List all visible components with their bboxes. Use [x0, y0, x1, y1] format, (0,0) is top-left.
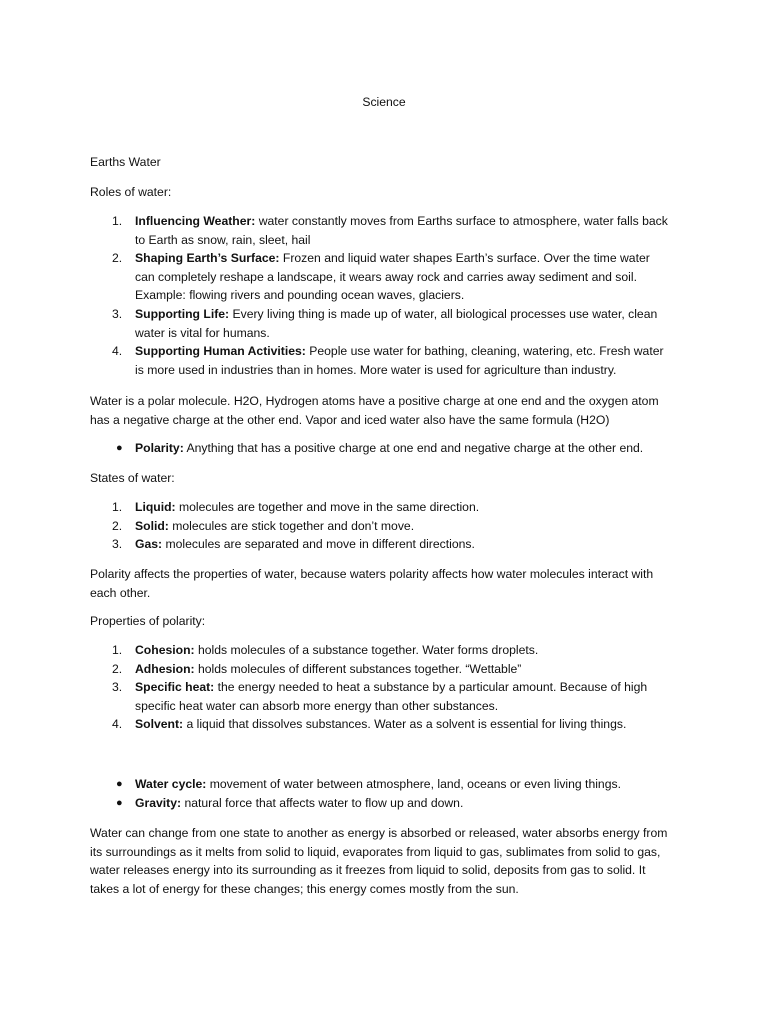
list-number: 2. — [112, 251, 123, 266]
list-item — [90, 212, 670, 249]
list-item — [90, 439, 670, 458]
roles-list — [90, 212, 670, 379]
list-term: Solvent: — [135, 717, 184, 732]
list-item — [90, 342, 670, 379]
list-item — [90, 775, 670, 794]
list-term: Supporting Life: — [135, 306, 230, 321]
list-term: Polarity: — [135, 441, 184, 455]
states-list — [90, 498, 670, 554]
list-text: movement of water between atmosphere, land, oceans or even living things. — [206, 777, 621, 791]
section-title: Earths Water — [90, 155, 161, 169]
list-term: Water cycle: — [135, 777, 207, 791]
list-number: 4. — [112, 717, 123, 732]
list-term: Adhesion: — [135, 661, 195, 676]
list-text: natural force that affects water to flow up and down. — [181, 795, 464, 810]
list-term: Supporting Human Activities: — [135, 344, 306, 359]
list-term: Solid: — [135, 518, 169, 533]
list-number: 2. — [112, 661, 123, 676]
list-text: water constantly moves from Earths surface to atmosphere, water falls back to Earth as snow, rain, sleet, hail — [135, 214, 668, 247]
polarity-bullet-list — [90, 439, 670, 458]
properties-heading: Properties of polarity: — [90, 614, 206, 628]
water-bullet-list — [90, 775, 670, 812]
list-term: Cohesion: — [135, 643, 195, 657]
list-item — [90, 660, 670, 679]
list-text: a liquid that dissolves substances. Water as a solvent is essential for living things. — [183, 717, 627, 732]
list-text: holds molecules of different substances together. “Wettable” — [194, 661, 522, 676]
list-item — [90, 715, 670, 734]
list-number: 3. — [112, 306, 123, 321]
polarity-paragraph: Polarity affects the properties of water, because waters polarity affects how water molecules interact with each other. — [90, 567, 654, 600]
list-number: 1. — [112, 500, 123, 514]
list-term: Gravity: — [135, 795, 182, 810]
list-text: holds molecules of a substance together. Water forms droplets. — [194, 643, 539, 657]
list-item — [90, 678, 670, 715]
list-item — [90, 794, 670, 813]
list-number: 3. — [112, 680, 123, 695]
list-text: the energy needed to heat a substance by a particular amount. Because of high specific heat water can absorb more energy than other substances. — [135, 680, 648, 713]
energy-paragraph: Water can change from one state to another as energy is absorbed or released, water absorbs energy from its surroundings as it melts from solid to liquid, evaporates from liquid to gas, sublimates from solid to gas, water releases energy into its surrounding as it freezes from liquid to solid, deposits from gas to solid. It takes a lot of energy for these changes; this energy comes mostly from the sun. — [90, 826, 668, 896]
list-text: Anything that has a positive charge at one end and negative charge at the other end. — [183, 441, 644, 455]
list-term: Gas: — [135, 537, 163, 552]
bullet-icon: ● — [116, 796, 123, 809]
properties-list — [90, 641, 670, 734]
list-item — [90, 498, 670, 517]
list-item — [90, 249, 670, 305]
list-text: molecules are stick together and don’t move. — [168, 518, 415, 533]
page-title: Science — [362, 95, 406, 109]
list-number: 2. — [112, 518, 123, 533]
polar-molecule-paragraph: Water is a polar molecule. H2O, Hydrogen atoms have a positive charge at one end and the oxygen atom has a negative charge at the other end. Vapor and iced water also have the same formula (H2O) — [90, 394, 659, 427]
states-heading: States of water: — [90, 471, 175, 485]
list-term: Liquid: — [135, 500, 176, 514]
list-item — [90, 305, 670, 342]
roles-heading: Roles of water: — [90, 185, 172, 199]
list-number: 3. — [112, 537, 123, 552]
list-term: Shaping Earth’s Surface: — [135, 251, 280, 266]
list-number: 1. — [112, 643, 123, 657]
list-text: Every living thing is made up of water, all biological processes use water, clean water is vital for humans. — [135, 306, 658, 340]
list-term: Influencing Weather: — [135, 214, 256, 228]
list-text: Frozen and liquid water shapes Earth’s surface. Over the time water can completely reshape a landscape, it wears away rock and carries away sediment and soil. Example: flowing rivers and pounding ocean waves, glaciers. — [135, 251, 650, 303]
list-item — [90, 535, 670, 554]
list-item — [90, 641, 670, 660]
bullet-icon: ● — [116, 442, 123, 454]
list-number: 1. — [112, 214, 123, 228]
list-text: molecules are separated and move in different directions. — [162, 537, 475, 552]
list-number: 4. — [112, 344, 123, 359]
list-item — [90, 517, 670, 536]
list-term: Specific heat: — [135, 680, 215, 695]
list-text: molecules are together and move in the same direction. — [175, 500, 480, 514]
bullet-icon: ● — [116, 778, 123, 790]
list-text: People use water for bathing, cleaning, watering, etc. Fresh water is more used in industries than in homes. More water is used for agriculture than industry. — [135, 344, 664, 377]
